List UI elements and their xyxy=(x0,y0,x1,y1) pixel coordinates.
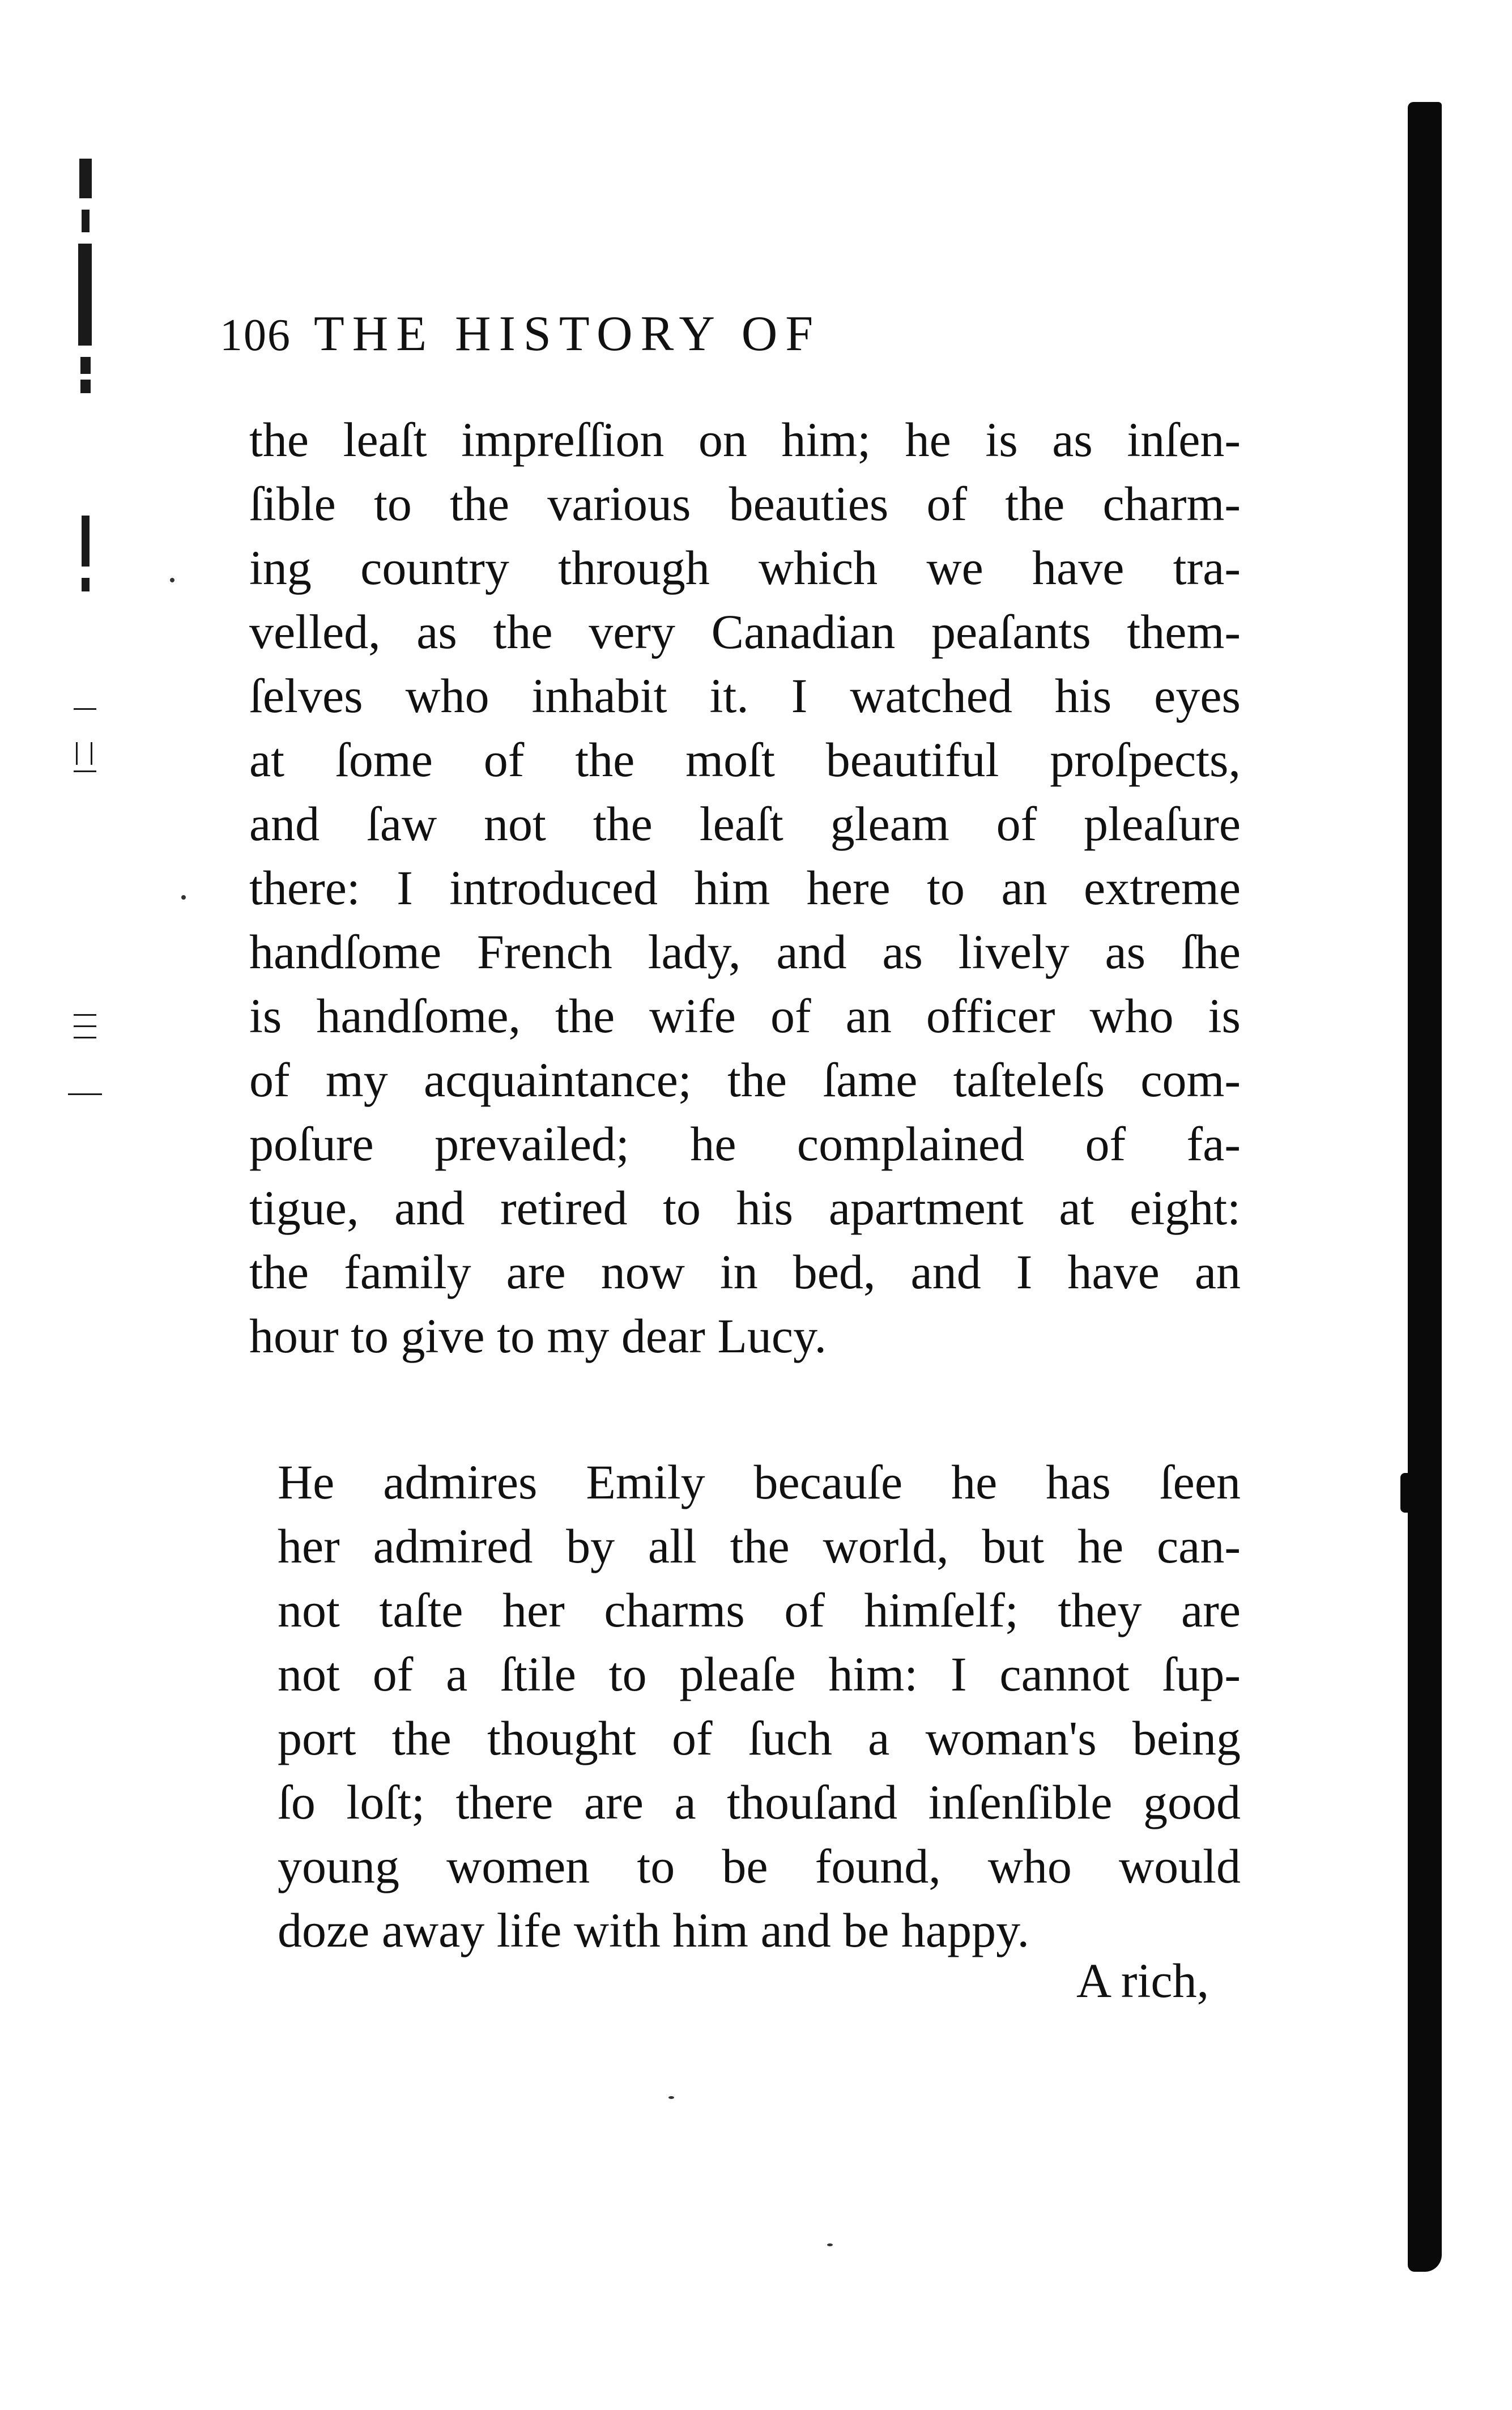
running-head xyxy=(220,300,1126,368)
text-line: and ſaw not the leaſt gleam of pleaſure xyxy=(249,797,1241,851)
scan-mark xyxy=(91,742,92,765)
margin-scan-marks xyxy=(74,142,108,1161)
scan-mark xyxy=(79,159,92,198)
running-title: THE HISTORY OF xyxy=(314,306,821,361)
text-line: handſome French lady, and as lively as ſhe xyxy=(249,925,1241,979)
text-line: velled, as the very Canadian peaſants them- xyxy=(249,604,1241,659)
text-line: of my acquaintance; the ſame taſteleſs com- xyxy=(249,1053,1241,1107)
scan-mark xyxy=(82,210,90,232)
ink-speck xyxy=(170,578,174,582)
scan-mark xyxy=(82,578,90,591)
scan-mark xyxy=(74,770,96,772)
binding-shadow xyxy=(1408,102,1442,2272)
ink-speck xyxy=(181,895,186,900)
scan-mark xyxy=(82,516,90,567)
ink-speck xyxy=(668,2096,674,2099)
text-line: the family are now in bed, and I have an xyxy=(249,1245,1241,1299)
paragraph-1 xyxy=(249,408,1241,1368)
scan-mark xyxy=(74,1025,96,1027)
scan-mark xyxy=(74,1037,96,1038)
scan-mark xyxy=(80,357,91,374)
text-line: tigue, and retired to his apartment at eight: xyxy=(249,1181,1241,1235)
text-line: port the thought of ſuch a woman's being xyxy=(278,1711,1241,1765)
paragraph-2 xyxy=(278,1450,1241,1962)
text-line: at ſome of the moſt beautiful proſpects, xyxy=(249,733,1241,787)
text-line: ſo loſt; there are a thouſand inſenſible good xyxy=(278,1775,1241,1829)
scan-mark xyxy=(78,244,92,346)
scan-mark xyxy=(68,1093,102,1095)
text-line: poſure prevailed; he complained of fa- xyxy=(249,1117,1241,1171)
text-line: the leaſt impreſſion on him; he is as inſen- xyxy=(249,412,1241,467)
text-line: ſelves who inhabit it. I watched his eyes xyxy=(249,669,1241,723)
ink-speck xyxy=(827,2243,833,2246)
text-line: ing country through which we have tra- xyxy=(249,540,1241,595)
text-line: doze away life with him and be happy. xyxy=(278,1903,1029,1957)
scan-mark xyxy=(74,1014,96,1016)
scan-mark xyxy=(74,708,96,710)
scan-mark xyxy=(80,380,91,393)
binding-notch xyxy=(1400,1473,1414,1513)
text-line: He admires Emily becauſe he has ſeen xyxy=(278,1455,1241,1509)
text-line: young women to be found, who would xyxy=(278,1839,1241,1893)
text-line: there: I introduced him here to an extreme xyxy=(249,861,1241,915)
text-line: not of a ſtile to pleaſe him: I cannot ſup- xyxy=(278,1647,1241,1701)
text-line: not taſte her charms of himſelf; they are xyxy=(278,1583,1241,1637)
text-line: ſible to the various beauties of the charm- xyxy=(249,476,1241,531)
text-line: her admired by all the world, but he can- xyxy=(278,1519,1241,1573)
scan-mark xyxy=(76,742,78,765)
catchword: A rich, xyxy=(1076,1953,1209,2008)
text-line: hour to give to my dear Lucy. xyxy=(249,1309,827,1363)
page-number: 106 xyxy=(220,310,291,360)
text-line: is handſome, the wife of an officer who is xyxy=(249,989,1241,1043)
